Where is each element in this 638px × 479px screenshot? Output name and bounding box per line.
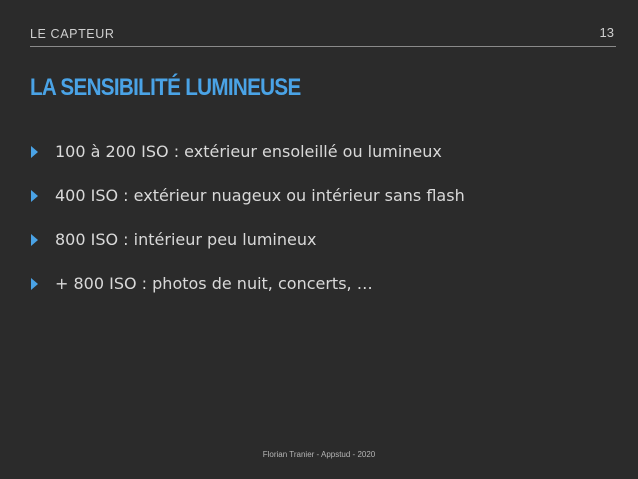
bullet-list (30, 140, 465, 316)
bullet-item (30, 140, 465, 163)
triangle-right-icon (31, 234, 38, 246)
triangle-right-icon (31, 146, 38, 158)
bullet-text: 100 à 200 ISO : extérieur ensoleillé ou lumineux (55, 142, 442, 161)
triangle-right-icon (31, 190, 38, 202)
bullet-item (30, 228, 465, 251)
header-divider (30, 46, 616, 47)
bullet-text: 400 ISO : extérieur nuageux ou intérieur sans flash (55, 186, 465, 205)
section-label: LE CAPTEUR (30, 27, 115, 41)
bullet-text: 800 ISO : intérieur peu lumineux (55, 230, 317, 249)
page-number: 13 (599, 25, 614, 40)
triangle-right-icon (31, 278, 38, 290)
footer-credit: Florian Tranier - Appstud - 2020 (262, 450, 376, 459)
bullet-item (30, 184, 465, 207)
bullet-text: + 800 ISO : photos de nuit, concerts, … (55, 274, 373, 293)
slide-title: LA SENSIBILITÉ LUMINEUSE (30, 74, 301, 101)
bullet-item (30, 272, 465, 295)
